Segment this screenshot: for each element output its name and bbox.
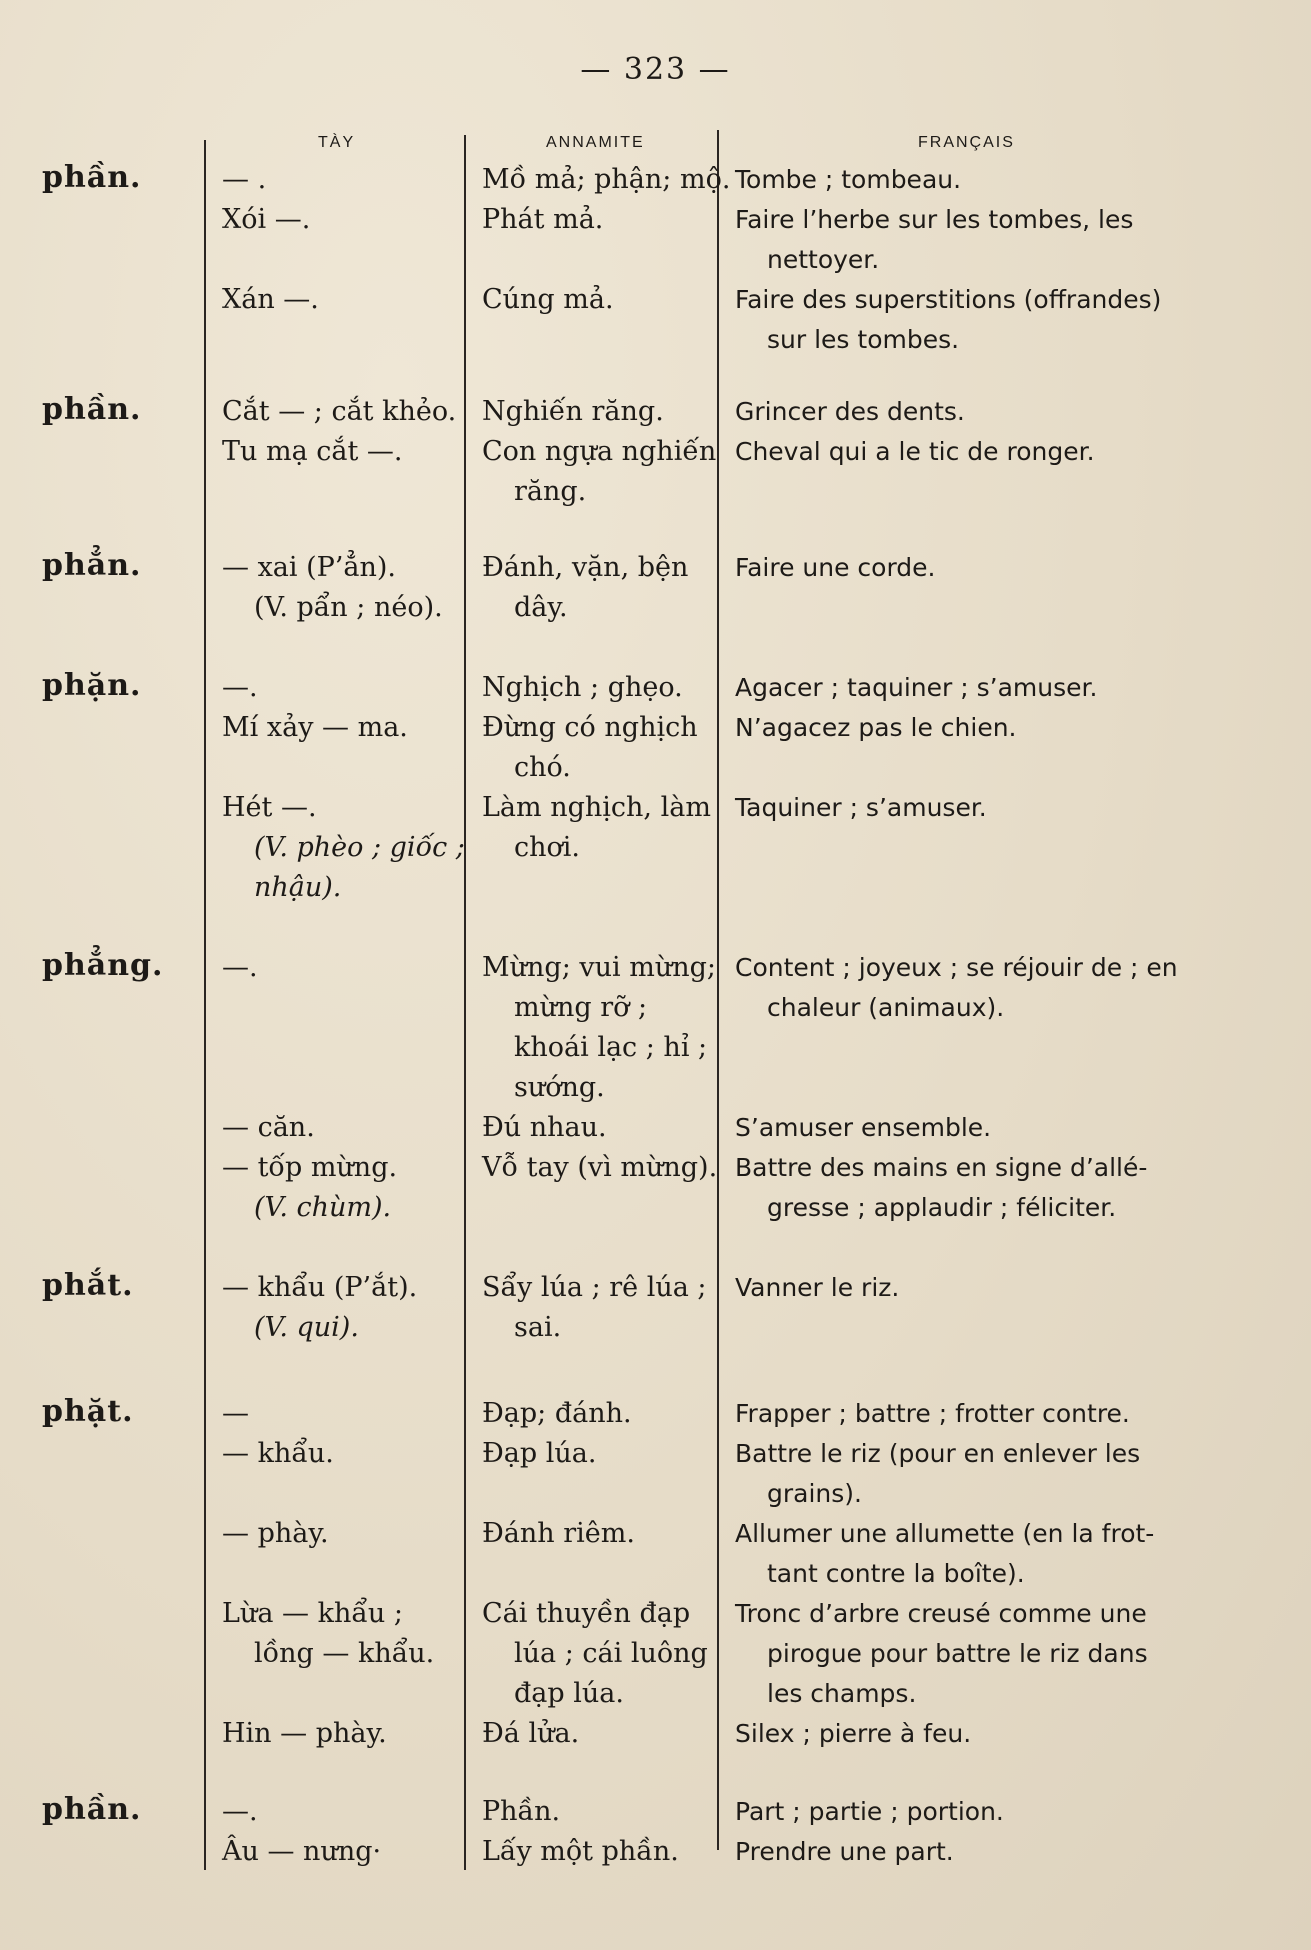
entry-row-cont <box>0 1634 1311 1674</box>
dictionary-entry <box>0 668 1311 908</box>
francais-text: Faire des superstitions (offrandes) <box>735 285 1162 314</box>
annamite-text: răng. <box>514 476 587 507</box>
page-number: — 323 — <box>580 52 731 87</box>
annamite-text: Mồ mả; phận; mộ. <box>482 164 731 195</box>
francais-text: Part ; partie ; portion. <box>735 1797 1004 1826</box>
francais-text: Faire l’herbe sur les tombes, les <box>735 205 1134 234</box>
entry-row <box>0 1514 1311 1554</box>
annamite-text: Đạp lúa. <box>482 1438 597 1469</box>
tay-text: — tốp mừng. <box>222 1152 398 1183</box>
tay-text: lồng — khẩu. <box>254 1638 435 1669</box>
francais-text: S’amuser ensemble. <box>735 1113 992 1142</box>
entry-headword: phắt. <box>42 1268 134 1303</box>
francais-text: gresse ; applaudir ; féliciter. <box>767 1193 1117 1222</box>
entry-row-cont <box>0 988 1311 1028</box>
annamite-text: dây. <box>514 592 568 623</box>
annamite-text: Đá lửa. <box>482 1718 580 1749</box>
entry-row <box>0 1394 1311 1434</box>
francais-text: Grincer des dents. <box>735 397 965 426</box>
entry-headword: phẳng. <box>42 948 164 983</box>
francais-text: Tronc d’arbre creusé comme une <box>735 1599 1147 1628</box>
entry-row-cont <box>0 1028 1311 1068</box>
annamite-text: chơi. <box>514 832 580 863</box>
tay-text: (V. pẩn ; néo). <box>254 592 443 623</box>
tay-text <box>222 868 341 908</box>
annamite-text: sai. <box>514 1312 562 1343</box>
francais-text: sur les tombes. <box>767 325 960 354</box>
tay-text: Âu — nưng· <box>222 1836 382 1867</box>
annamite-text: Đừng có nghịch <box>482 712 698 743</box>
entry-row-cont <box>0 320 1311 360</box>
tay-text: Mí xảy — ma. <box>222 712 408 743</box>
francais-text: Battre le riz (pour en enlever les <box>735 1439 1141 1468</box>
annamite-text: Đú nhau. <box>482 1112 607 1143</box>
entry-row-cont <box>0 1674 1311 1714</box>
tay-text: — khẩu. <box>222 1438 334 1469</box>
tay-text: Xán —. <box>222 284 319 315</box>
dictionary-entry <box>0 1792 1311 1872</box>
annamite-text: Cái thuyền đạp <box>482 1598 691 1629</box>
tay-text: Cắt — ; cắt khẻo. <box>222 396 457 427</box>
dictionary-entry <box>0 948 1311 1228</box>
tay-text: —. <box>222 1796 258 1827</box>
tay-text: Hét —. <box>222 792 317 823</box>
entry-row-cont <box>0 1068 1311 1108</box>
francais-text: N’agacez pas le chien. <box>735 713 1017 742</box>
annamite-text: khoái lạc ; hỉ ; <box>514 1032 708 1063</box>
entry-row <box>0 1268 1311 1308</box>
entry-headword: phặn. <box>42 668 142 703</box>
tay-text: — căn. <box>222 1112 315 1143</box>
entry-row-cont <box>0 1474 1311 1514</box>
francais-text: Prendre une part. <box>735 1837 954 1866</box>
tay-text: —. <box>222 952 258 983</box>
tay-cross-ref: nhậu). <box>254 872 342 903</box>
francais-text: chaleur (animaux). <box>767 993 1005 1022</box>
francais-text: Silex ; pierre à feu. <box>735 1719 972 1748</box>
annamite-text: Sẩy lúa ; rê lúa ; <box>482 1272 707 1303</box>
tay-text: Xói —. <box>222 204 311 235</box>
entry-row <box>0 392 1311 432</box>
annamite-text: Nghiến răng. <box>482 396 664 427</box>
tay-cross-ref: (V. qui). <box>254 1312 359 1343</box>
entry-row <box>0 280 1311 320</box>
entry-headword: phần. <box>42 160 142 195</box>
column-header-tay: TÀY <box>318 134 356 151</box>
entry-row <box>0 788 1311 828</box>
francais-text: grains). <box>767 1479 862 1508</box>
entry-row-cont <box>0 472 1311 512</box>
tay-text: — <box>222 1398 249 1429</box>
annamite-text: Nghịch ; ghẹo. <box>482 672 683 703</box>
tay-cross-ref: (V. phèo ; giốc ; <box>254 832 465 863</box>
francais-text: Vanner le riz. <box>735 1273 900 1302</box>
entry-row-cont <box>0 588 1311 628</box>
entry-row-cont <box>0 240 1311 280</box>
francais-text: Battre des mains en signe d’allé- <box>735 1153 1148 1182</box>
annamite-text: Cúng mả. <box>482 284 614 315</box>
entry-row-cont <box>0 868 1311 908</box>
francais-text: Agacer ; taquiner ; s’amuser. <box>735 673 1098 702</box>
francais-text: Content ; joyeux ; se réjouir de ; en <box>735 953 1178 982</box>
entry-headword: phẳn. <box>42 548 142 583</box>
francais-text: Allumer une allumette (en la frot- <box>735 1519 1155 1548</box>
tay-text: — khẩu (P’ắt). <box>222 1272 418 1303</box>
tay-text: Lừa — khẩu ; <box>222 1598 403 1629</box>
entry-headword: phặt. <box>42 1394 134 1429</box>
annamite-text: đạp lúa. <box>514 1678 624 1709</box>
annamite-text: mừng rỡ ; <box>514 992 648 1023</box>
entry-row <box>0 1792 1311 1832</box>
entry-row-cont <box>0 748 1311 788</box>
tay-text: — phày. <box>222 1518 329 1549</box>
tay-text: — xai (P’ẳn). <box>222 552 397 583</box>
dictionary-entry <box>0 1394 1311 1754</box>
column-header-francais: FRANÇAIS <box>918 134 1015 151</box>
francais-text: Cheval qui a le tic de ronger. <box>735 437 1095 466</box>
entry-row <box>0 200 1311 240</box>
annamite-text: Đạp; đánh. <box>482 1398 632 1429</box>
annamite-text: Con ngựa nghiến <box>482 436 717 467</box>
francais-text: Tombe ; tombeau. <box>735 165 962 194</box>
annamite-text: Phần. <box>482 1796 561 1827</box>
entry-row <box>0 160 1311 200</box>
francais-text: nettoyer. <box>767 245 880 274</box>
entry-row-cont <box>0 1188 1311 1228</box>
tay-text <box>222 1308 359 1348</box>
annamite-text: Đánh, vặn, bện <box>482 552 689 583</box>
entry-row-cont <box>0 1308 1311 1348</box>
column-header-annamite: ANNAMITE <box>546 134 645 151</box>
entry-row <box>0 1594 1311 1634</box>
dictionary-entry <box>0 160 1311 360</box>
annamite-text: Đánh riêm. <box>482 1518 635 1549</box>
francais-text: Faire une corde. <box>735 553 936 582</box>
annamite-text: Mừng; vui mừng; <box>482 952 717 983</box>
entry-row <box>0 948 1311 988</box>
entry-row <box>0 1108 1311 1148</box>
entry-row-cont <box>0 828 1311 868</box>
entry-row <box>0 1714 1311 1754</box>
francais-text: pirogue pour battre le riz dans <box>767 1639 1148 1668</box>
francais-text: les champs. <box>767 1679 917 1708</box>
annamite-text: Vỗ tay (vì mừng). <box>482 1152 718 1183</box>
annamite-text: Làm nghịch, làm <box>482 792 711 823</box>
annamite-text: Lấy một phần. <box>482 1836 679 1867</box>
entry-row <box>0 1148 1311 1188</box>
entry-headword: phần. <box>42 392 142 427</box>
entry-row <box>0 432 1311 472</box>
francais-text: Taquiner ; s’amuser. <box>735 793 987 822</box>
francais-text: Frapper ; battre ; frotter contre. <box>735 1399 1130 1428</box>
entry-row <box>0 1832 1311 1872</box>
annamite-text: sướng. <box>514 1072 605 1103</box>
entry-row <box>0 668 1311 708</box>
tay-cross-ref: (V. chùm). <box>254 1192 392 1223</box>
entry-row <box>0 708 1311 748</box>
tay-text <box>222 828 465 868</box>
tay-text: —. <box>222 672 258 703</box>
tay-text: Hin — phày. <box>222 1718 387 1749</box>
tay-text: — . <box>222 164 267 195</box>
tay-text <box>222 1188 391 1228</box>
tay-text: Tu mạ cắt —. <box>222 436 403 467</box>
annamite-text: lúa ; cái luông <box>514 1638 708 1669</box>
entry-row <box>0 548 1311 588</box>
dictionary-entry <box>0 392 1311 512</box>
dictionary-entry <box>0 548 1311 628</box>
dictionary-entry <box>0 1268 1311 1348</box>
entry-row-cont <box>0 1554 1311 1594</box>
francais-text: tant contre la boîte). <box>767 1559 1025 1588</box>
annamite-text: chó. <box>514 752 571 783</box>
annamite-text: Phát mả. <box>482 204 604 235</box>
entry-headword: phần. <box>42 1792 142 1827</box>
entry-row <box>0 1434 1311 1474</box>
